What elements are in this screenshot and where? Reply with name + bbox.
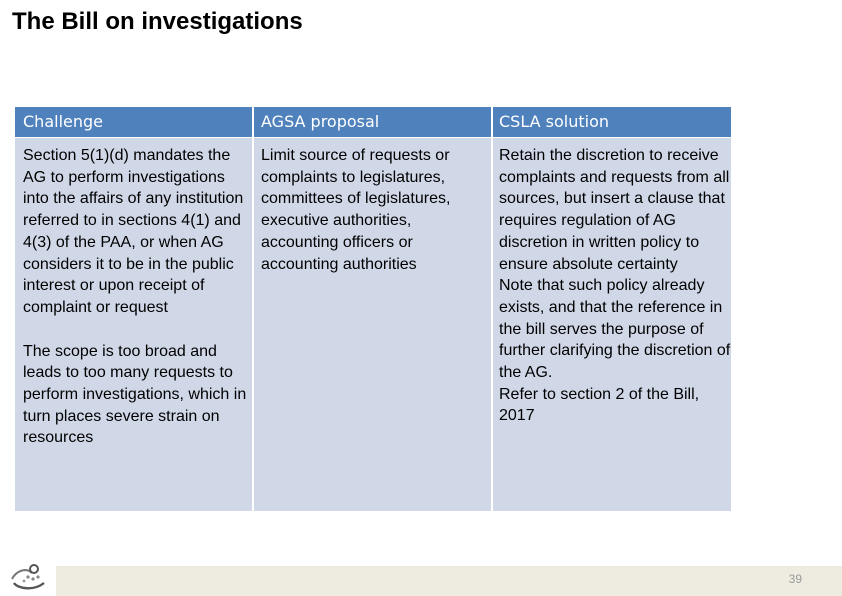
comparison-table — [15, 107, 731, 511]
table-header-row — [15, 107, 731, 137]
column-divider — [491, 107, 493, 511]
cell-challenge — [23, 145, 249, 449]
csla-reference-text: Refer to section 2 of the Bill, 2017 — [499, 385, 700, 425]
page-number: 39 — [788, 572, 802, 586]
cell-agsa-proposal — [261, 145, 487, 275]
column-divider — [252, 107, 254, 511]
challenge-text: Section 5(1)(d) mandates the AG to perform investigations into the affairs of any institution referred to in sections 4(1) and 4(3) of the PAA, or when AG considers it to be in the public interest or upon receipt of complaint or request — [23, 147, 244, 316]
header-csla-solution: CSLA solution — [499, 112, 609, 131]
cell-csla-solution — [499, 145, 731, 427]
header-challenge: Challenge — [23, 112, 103, 131]
slide-title: The Bill on investigations — [12, 8, 303, 35]
organization-logo-icon — [8, 559, 48, 593]
csla-solution-text: Retain the discretion to receive complaints and requests from all sources, but insert a clause that requires regulation of AG discretion in written policy to ensure absolute certainty — [499, 147, 730, 273]
agsa-proposal-text: Limit source of requests or complaints to legislatures, committees of legislatures, executive authorities, accounting officers or accounting authorities — [261, 147, 451, 273]
footer-bar — [56, 566, 842, 596]
challenge-scope-text: The scope is too broad and leads to too many requests to perform investigations, which in turn places severe strain on resources — [23, 342, 247, 447]
header-agsa-proposal: AGSA proposal — [261, 112, 380, 131]
csla-note-text: Note that such policy already exists, and that the reference in the bill serves the purpose of further clarifying the discretion of the AG. — [499, 277, 731, 382]
